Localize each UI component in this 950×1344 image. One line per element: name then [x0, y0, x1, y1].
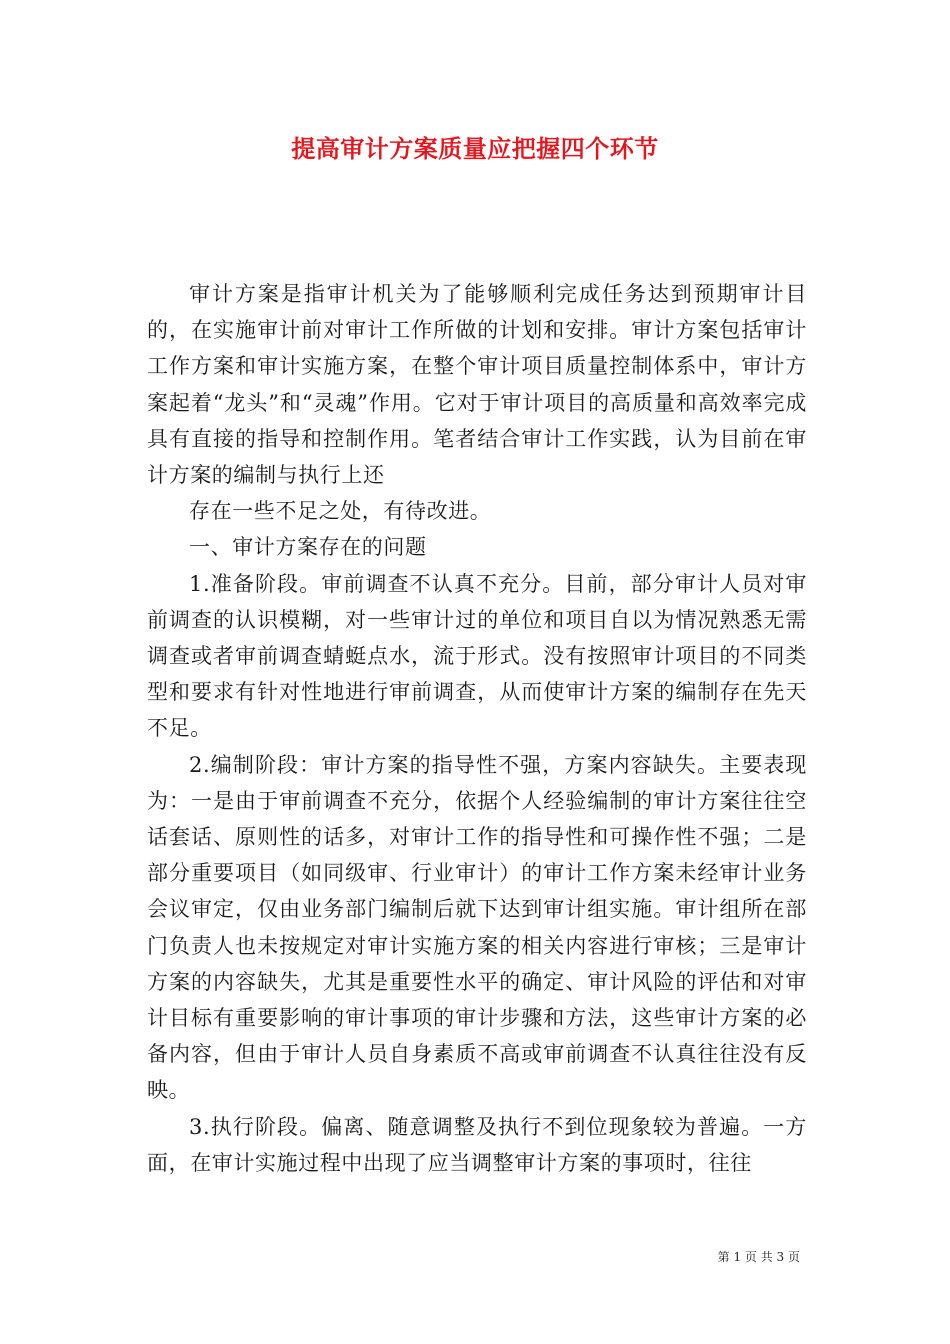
- paragraph-execution-stage: 3.执行阶段。偏离、随意调整及执行不到位现象较为普遍。一方面，在审计实施过程中出现了应当调整审计方案的事项时，往往: [147, 1114, 807, 1175]
- document-title: 提高审计方案质量应把握四个环节: [291, 134, 659, 163]
- document-body: [147, 276, 807, 1181]
- paragraph-preparation-stage: 1.准备阶段。审前调查不认真不充分。目前，部分审计人员对审前调查的认识模糊，对一些审计过的单位和项目自以为情况熟悉无需调查或者审前调查蜻蜓点水，流于形式。没有按照审计项目的不同类型和要求有针对性地进行审前调查，从而使审计方案的编制存在先天不足。: [147, 571, 807, 741]
- paragraph-intro-continued: 存在一些不足之处，有待改进。: [189, 499, 492, 524]
- paragraph-compilation-stage: 2.编制阶段：审计方案的指导性不强，方案内容缺失。主要表现为：一是由于审前调查不充分，依据个人经验编制的审计方案往往空话套话、原则性的话多，对审计工作的指导性和可操作性不强；二是部分重要项目（如同级审、行业审计）的审计工作方案未经审计业务会议审定，仅由业务部门编制后就下达到审计组实施。审计组所在部门负责人也未按规定对审计实施方案的相关内容进行审核；三是审计方案的内容缺失，尤其是重要性水平的确定、审计风险的评估和对审计目标有重要影响的审计事项的审计步骤和方法，这些审计方案的必备内容，但由于审计人员自身素质不高或审前调查不认真往往没有反映。: [147, 752, 807, 1103]
- section-heading-problems: 一、审计方案存在的问题: [189, 535, 427, 560]
- paragraph-intro: 审计方案是指审计机关为了能够顺利完成任务达到预期审计目的，在实施审计前对审计工作所做的计划和安排。审计方案包括审计工作方案和审计实施方案，在整个审计项目质量控制体系中，审计方案起着“龙头”和“灵魂”作用。它对于审计项目的高质量和高效率完成具有直接的指导和控制作用。笔者结合审计工作实践，认为目前在审计方案的编制与执行上还: [147, 282, 807, 488]
- page-number-footer: 第 1 页 共 3 页: [717, 1250, 800, 1264]
